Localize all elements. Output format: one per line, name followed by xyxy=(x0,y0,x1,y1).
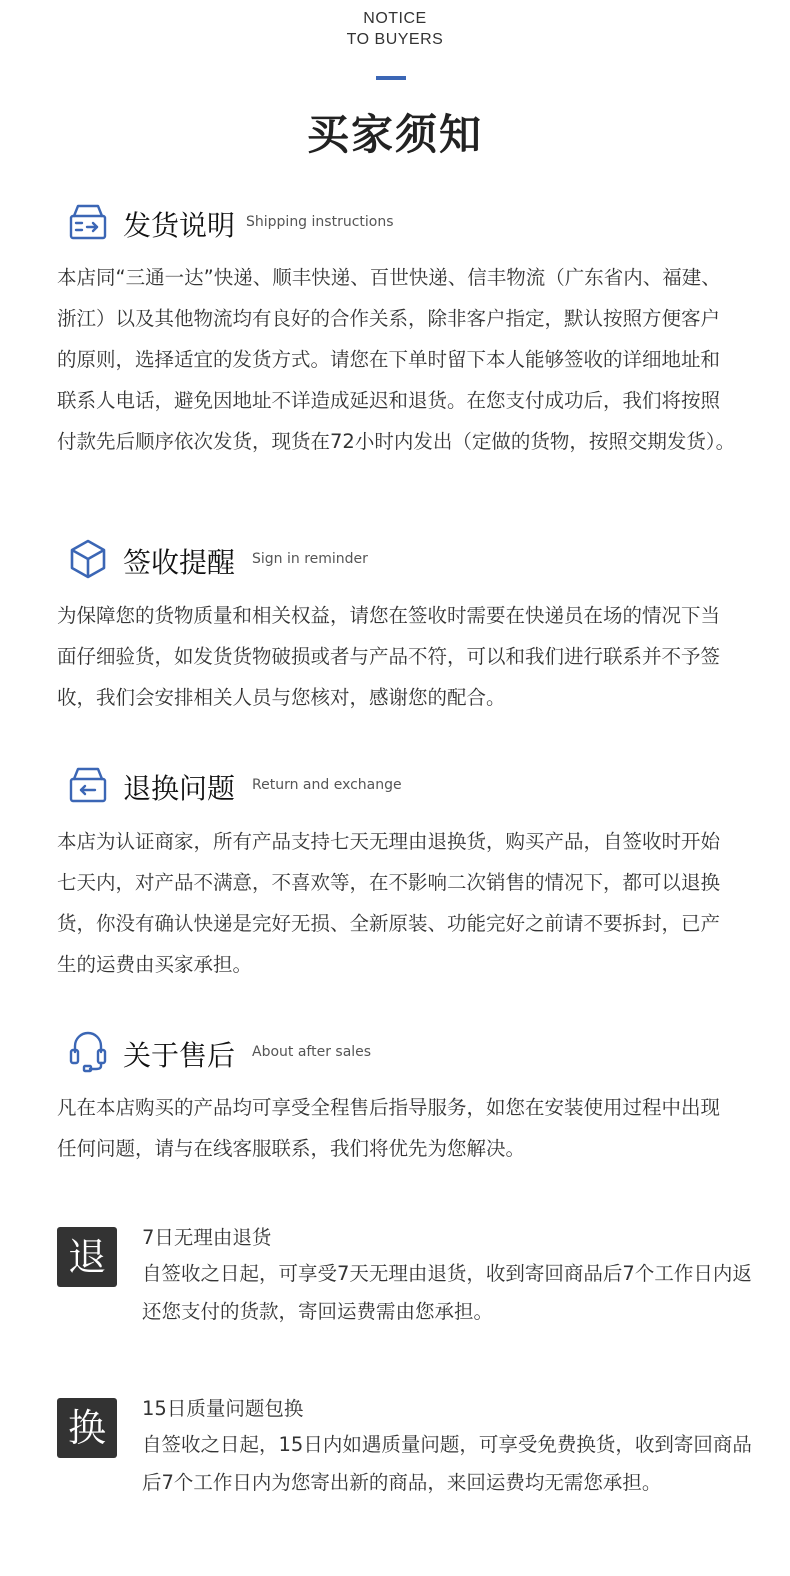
section-title: 发货说明 xyxy=(123,209,236,242)
exchange-badge: 换 xyxy=(57,1398,117,1458)
guarantee-text: 自签收之日起，15日内如遇质量问题，可享受免费换货，收到寄回商品后7个工作日内为您寄出新的商品，来回运费均无需您承担。 xyxy=(142,1433,752,1494)
section-subtitle: Shipping instructions xyxy=(246,214,394,230)
section-aftersales-text: 凡在本店购买的产品均可享受全程售后指导服务，如您在安装使用过程中出现任何问题，请与在线客服联系，我们将优先为您解决。 xyxy=(57,1096,721,1160)
header-accent-bar xyxy=(376,76,406,80)
section-title: 关于售后 xyxy=(123,1039,236,1072)
section-title: 退换问题 xyxy=(123,772,236,805)
cube-icon xyxy=(66,537,110,581)
section-subtitle: Return and exchange xyxy=(252,777,402,793)
return-badge: 退 xyxy=(57,1227,117,1287)
guarantee-title: 7日无理由退货 xyxy=(142,1226,272,1249)
guarantee-text: 自签收之日起，可享受7天无理由退货，收到寄回商品后7个工作日内返还您支付的货款，寄回运费需由您承担。 xyxy=(142,1262,752,1323)
guarantee-title: 15日质量问题包换 xyxy=(142,1397,304,1420)
header-kicker-line1: NOTICE xyxy=(363,10,427,27)
page-title: 买家须知 xyxy=(306,110,483,159)
return-box-icon xyxy=(66,763,110,807)
section-subtitle: Sign in reminder xyxy=(252,551,368,567)
section-title: 签收提醒 xyxy=(123,546,236,579)
header-kicker-line2: TO BUYERS xyxy=(346,31,444,48)
shipping-box-icon xyxy=(66,200,110,244)
section-subtitle: About after sales xyxy=(252,1044,372,1060)
section-sign-text: 为保障您的货物质量和相关权益，请您在签收时需要在快递员在场的情况下当面仔细验货，如发货货物破损或者与产品不符，可以和我们进行联系并不予签收，我们会安排相关人员与您核对，感谢您的配合。 xyxy=(57,604,721,709)
section-shipping-text: 本店同“三通一达”快递、顺丰快递、百世快递、信丰物流（广东省内、福建、浙江）以及其他物流均有良好的合作关系，除非客户指定，默认按照方便客户的原则，选择适宜的发货方式。请您在下单时留下本人能够签收的详细地址和联系人电话，避免因地址不详造成延迟和退货。在您支付成功后，我们将按照付款先后顺序依次发货，现货在72小时内发出（定做的货物，按照交期发货）。 xyxy=(57,266,736,453)
headset-icon xyxy=(66,1030,110,1074)
section-return-text: 本店为认证商家，所有产品支持七天无理由退换货，购买产品，自签收时开始七天内，对产品不满意，不喜欢等，在不影响二次销售的情况下，都可以退换货，你没有确认快递是完好无损、全新原装、功能完好之前请不要拆封，已产生的运费由买家承担。 xyxy=(57,830,721,976)
